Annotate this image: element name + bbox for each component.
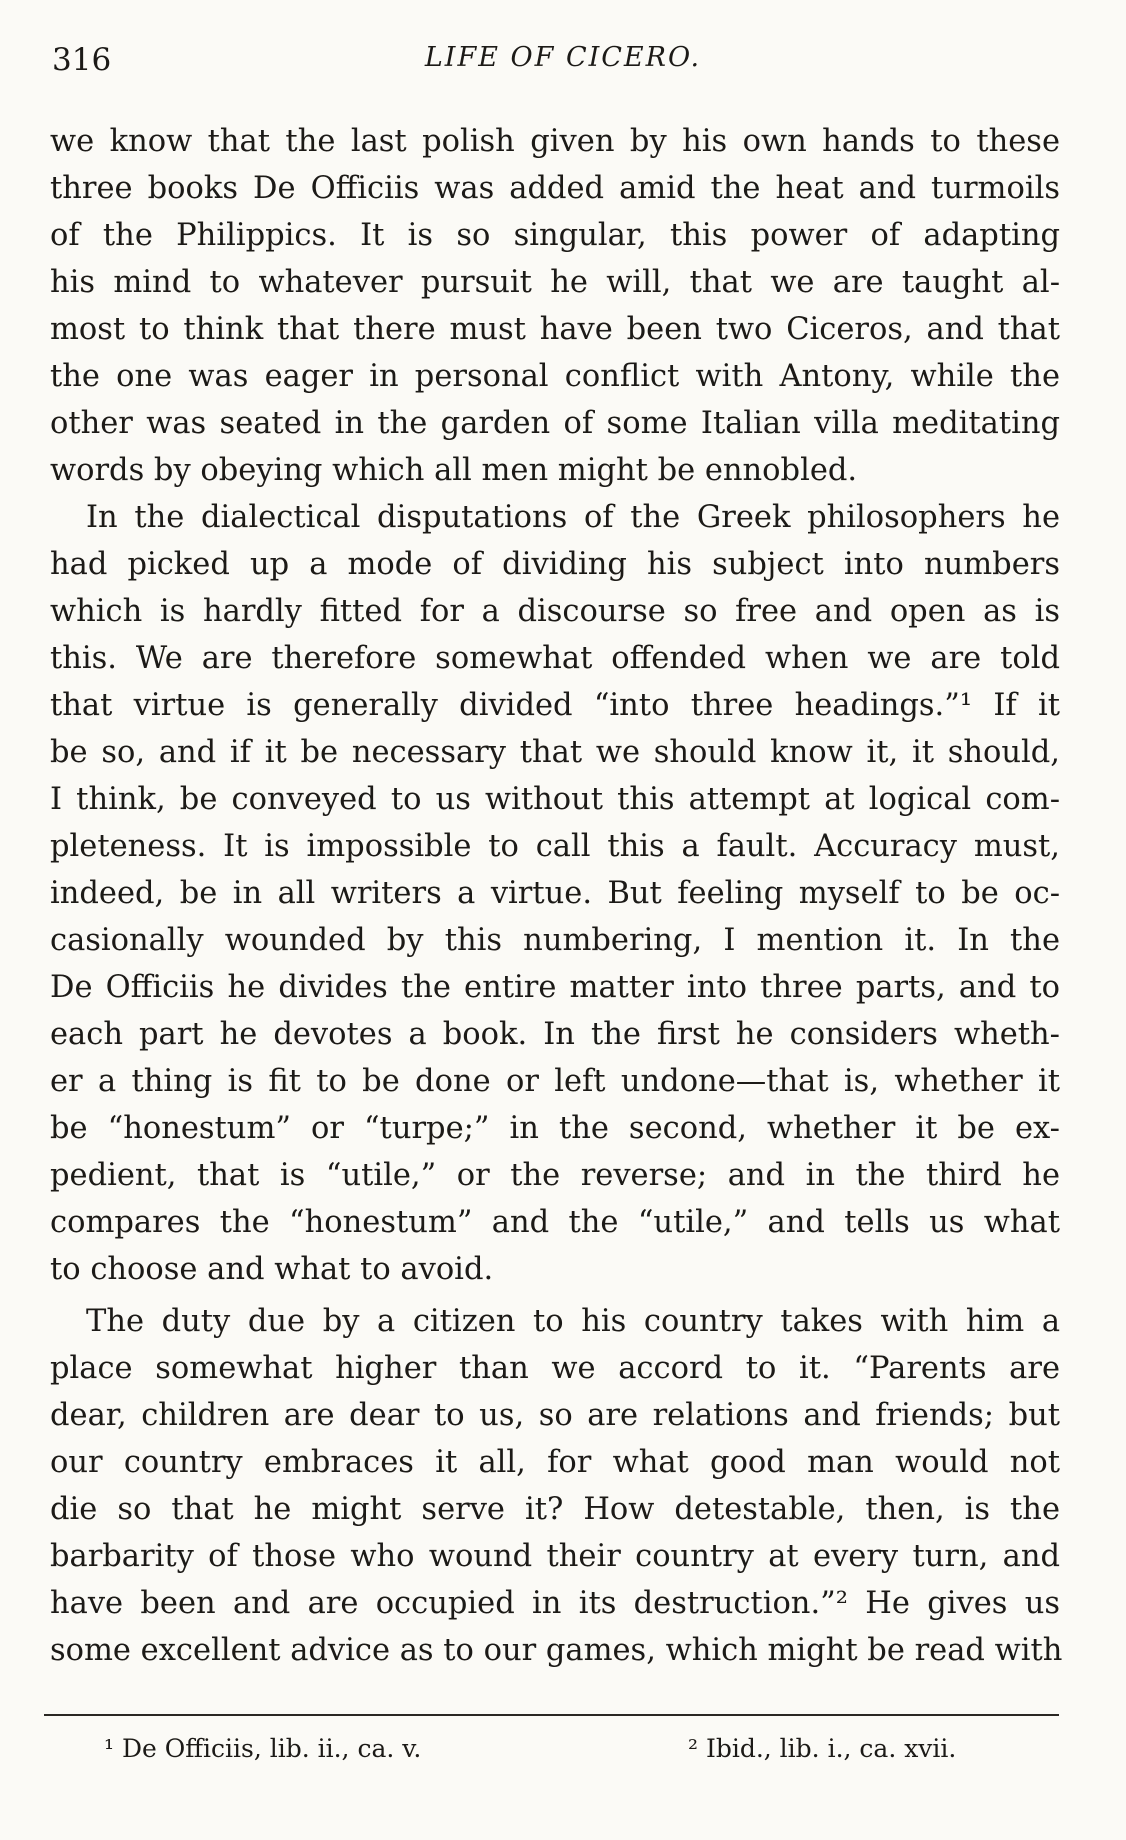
text-line: to choose and what to avoid.	[50, 1252, 494, 1287]
text-line: be so, and if it be necessary that we should know it, it should,	[50, 735, 1060, 770]
page-header	[0, 42, 1126, 82]
text-line: In the dialectical disputations of the Greek philosophers he	[86, 500, 1060, 535]
text-line: each part he devotes a book. In the first he considers wheth-	[50, 1017, 1060, 1052]
footnote-divider	[44, 1714, 1059, 1716]
text-line: die so that he might serve it? How detestable, then, is the	[50, 1492, 1060, 1527]
text-line: of the Philippics. It is so singular, this power of adapting	[50, 218, 1060, 253]
text-line: er a thing is fit to be done or left undone—that is, whether it	[50, 1064, 1060, 1099]
text-line: had picked up a mode of dividing his subject into numbers	[50, 547, 1060, 582]
text-line: our country embraces it all, for what good man would not	[50, 1445, 1060, 1480]
text-line: barbarity of those who wound their country at every turn, and	[50, 1539, 1060, 1574]
text-line: which is hardly fitted for a discourse so free and open as is	[50, 594, 1060, 629]
running-title: LIFE OF CICERO.	[424, 42, 702, 73]
text-line: pedient, that is “utile,” or the reverse; and in the third he	[50, 1158, 1060, 1193]
text-line: three books De Officiis was added amid the heat and turmoils	[50, 171, 1060, 206]
text-line: most to think that there must have been two Ciceros, and that	[50, 312, 1060, 347]
page-number: 316	[52, 42, 112, 78]
footnote-1: ¹ De Officiis, lib. ii., ca. v.	[104, 1734, 422, 1763]
text-line: this. We are therefore somewhat offended when we are told	[50, 641, 1060, 676]
body-text	[50, 118, 1063, 1674]
text-line: compares the “honestum” and the “utile,” and tells us what	[50, 1205, 1060, 1240]
text-line: casionally wounded by this numbering, I mention it. In the	[50, 923, 1060, 958]
text-line: The duty due by a citizen to his country takes with him a	[86, 1304, 1060, 1339]
text-line: that virtue is generally divided “into three headings.”¹ If it	[50, 688, 1060, 723]
text-line: place somewhat higher than we accord to it. “Parents are	[50, 1351, 1060, 1386]
text-line: other was seated in the garden of some Italian villa meditating	[50, 406, 1060, 441]
text-line: I think, be conveyed to us without this attempt at logical com-	[50, 782, 1060, 817]
text-line: the one was eager in personal conflict with Antony, while the	[50, 359, 1060, 394]
text-line: words by obeying which all men might be ennobled.	[50, 453, 858, 488]
text-line: have been and are occupied in its destruction.”² He gives us	[50, 1586, 1060, 1621]
text-line: we know that the last polish given by his own hands to these	[50, 124, 1060, 159]
footnote-2: ² Ibid., lib. i., ca. xvii.	[688, 1734, 957, 1763]
text-line: pleteness. It is impossible to call this a fault. Accuracy must,	[50, 829, 1060, 864]
text-line: De Officiis he divides the entire matter into three parts, and to	[50, 970, 1060, 1005]
text-line: be “honestum” or “turpe;” in the second, whether it be ex-	[50, 1111, 1060, 1146]
text-line: indeed, be in all writers a virtue. But feeling myself to be oc-	[50, 876, 1060, 911]
text-line: his mind to whatever pursuit he will, that we are taught al-	[50, 265, 1060, 300]
text-line: some excellent advice as to our games, which might be read with	[50, 1633, 1063, 1668]
text-line: dear, children are dear to us, so are relations and friends; but	[50, 1398, 1060, 1433]
